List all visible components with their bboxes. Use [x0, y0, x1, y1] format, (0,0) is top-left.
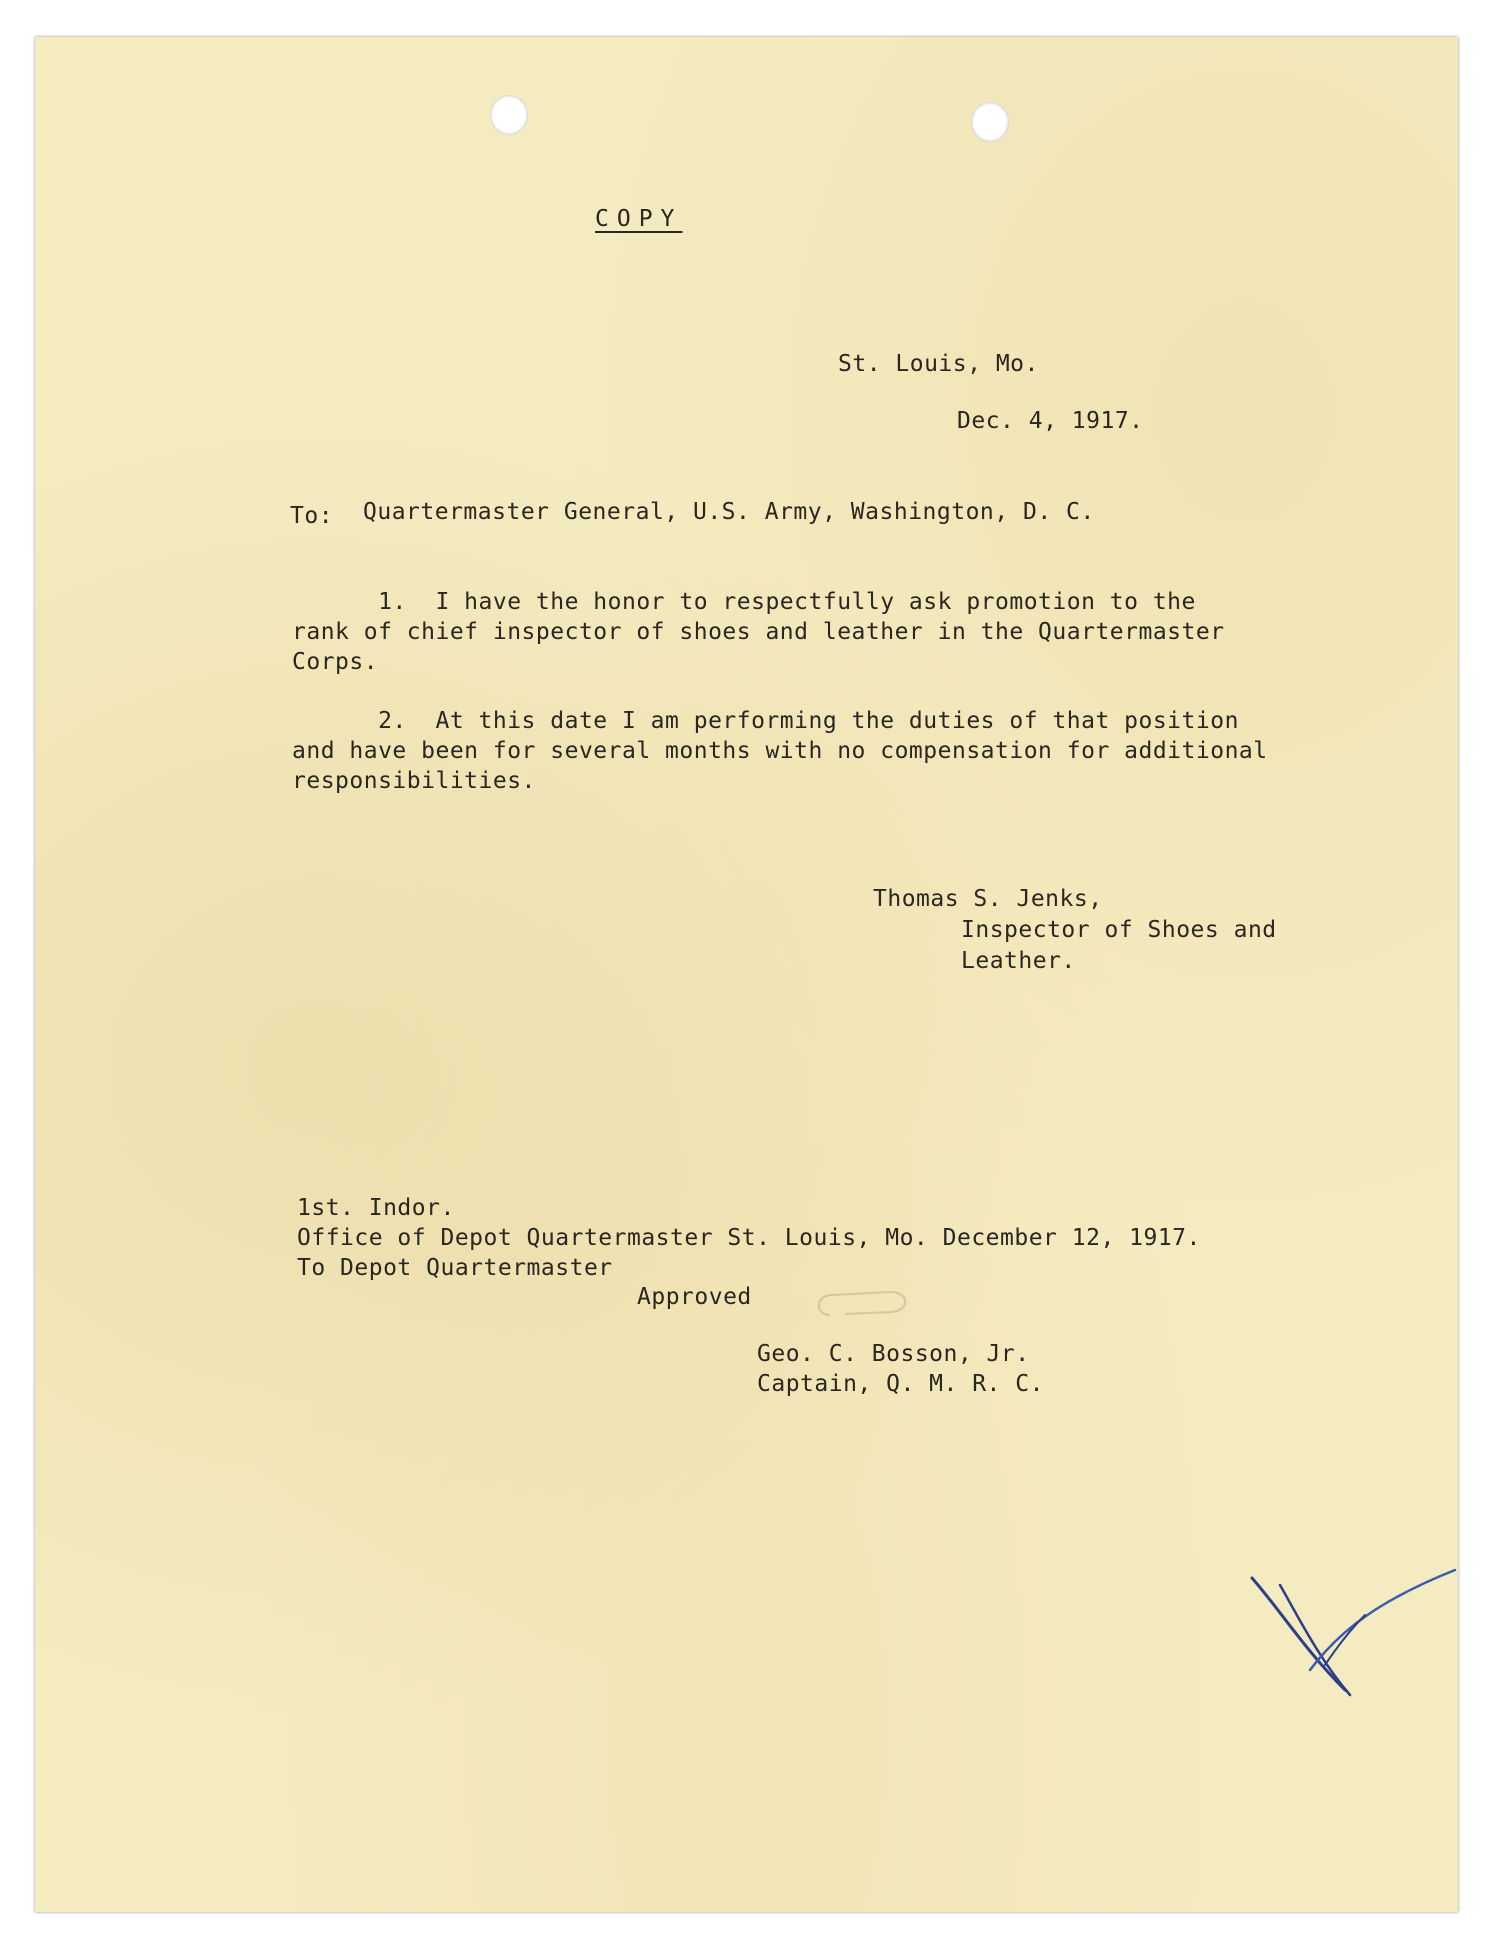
check-mark-icon [1240, 1560, 1460, 1720]
recipient-label: To: [290, 503, 334, 529]
indorsement-label: 1st. Indor. [297, 1195, 455, 1221]
signature-name: Thomas S. Jenks, [873, 886, 1103, 912]
letter-place: St. Louis, Mo. [838, 351, 1039, 377]
paragraph-1: 1. I have the honor to respectfully ask promotion to the rank of chief inspector of shoes and leather in the Quartermaster Corps. [292, 589, 1225, 675]
paragraph-2: 2. At this date I am performing the duties of that position and have been for several months with no compensation for additional responsibilities. [292, 708, 1268, 794]
letter-date: Dec. 4, 1917. [957, 408, 1144, 434]
punch-hole-left [490, 95, 528, 135]
indorsement-office-line: Office of Depot Quartermaster St. Louis, Mo. December 12, 1917. [297, 1225, 1201, 1251]
paperclip-stain-icon [810, 1270, 920, 1330]
indorsement-signature-rank: Captain, Q. M. R. C. [757, 1371, 1044, 1397]
copy-heading: COPY [595, 206, 683, 232]
punch-hole-right [971, 102, 1009, 142]
signature-title-line-1: Inspector of Shoes and [961, 917, 1277, 943]
signature-title-line-2: Leather. [961, 948, 1076, 974]
recipient-address: Quartermaster General, U.S. Army, Washington, D. C. [363, 499, 1095, 525]
approval-text: Approved [637, 1284, 752, 1310]
indorsement-to-line: To Depot Quartermaster [297, 1255, 613, 1281]
indorsement-signature-name: Geo. C. Bosson, Jr. [757, 1341, 1030, 1367]
